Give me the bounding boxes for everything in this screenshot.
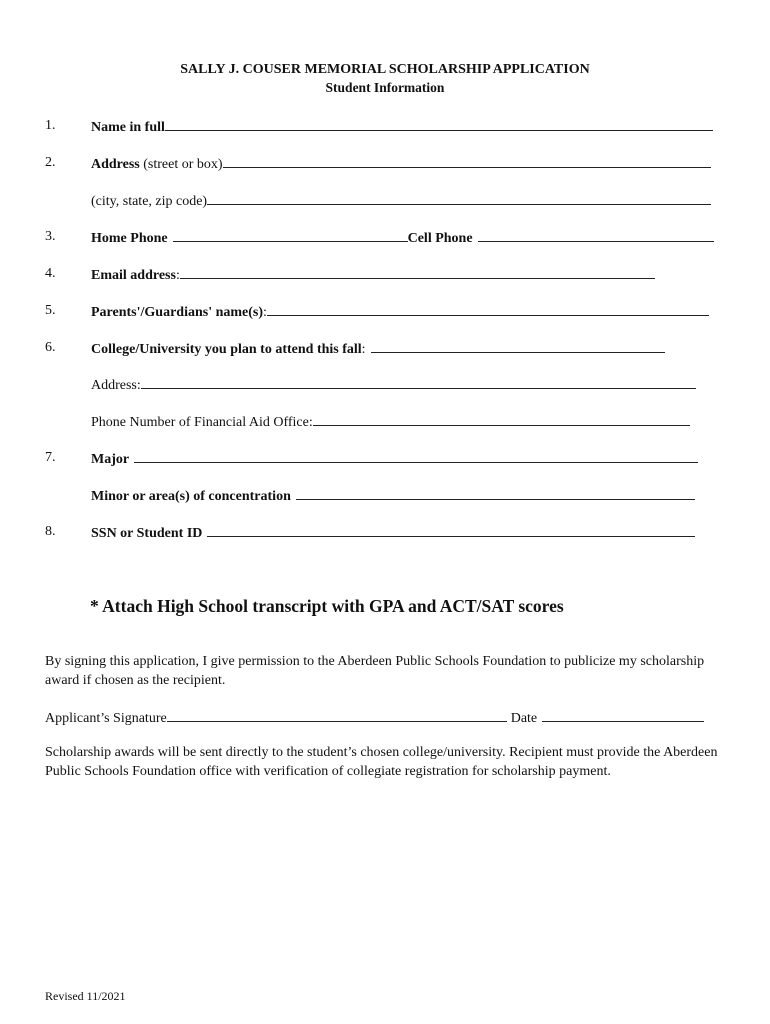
payment-paragraph: Scholarship awards will be sent directly to the student’s chosen college/university. Recipient must provide the Aberdeen Public Schools Foundation office with verification of collegiate registration for scholarship payment.: [45, 745, 718, 779]
address-hint: (street or box): [139, 157, 223, 172]
college-address-label: Address:: [91, 378, 141, 393]
parents-input-line[interactable]: [267, 302, 709, 316]
email-label: Email address: [91, 268, 176, 283]
email-input-line[interactable]: [180, 265, 655, 279]
city-input-line[interactable]: [207, 191, 711, 205]
major-label: Major: [91, 452, 130, 467]
college-colon: :: [361, 342, 366, 357]
revision-note: Revised 11/2021: [45, 989, 126, 1003]
college-address-input-line[interactable]: [141, 375, 696, 389]
item-number: 2.: [45, 155, 56, 170]
form-title: SALLY J. COUSER MEMORIAL SCHOLARSHIP APPLICATION: [180, 62, 590, 77]
email-colon: :: [175, 268, 180, 283]
parents-label: Parents'/Guardians' name(s): [91, 305, 264, 320]
date-input-line[interactable]: [542, 708, 704, 722]
item-number: 4.: [45, 266, 56, 281]
date-label: Date: [510, 711, 538, 726]
item-number: 3.: [45, 229, 56, 244]
home-phone-input-line[interactable]: [173, 228, 408, 242]
minor-input-line[interactable]: [296, 486, 695, 500]
item-number: 7.: [45, 450, 56, 465]
item-number: 5.: [45, 303, 56, 318]
college-label: College/University you plan to attend this fall: [91, 342, 362, 357]
home-phone-label: Home Phone: [91, 231, 168, 246]
attach-transcript-note: * Attach High School transcript with GPA and ACT/SAT scores: [90, 596, 564, 616]
item-number: 8.: [45, 524, 56, 539]
name-input-line[interactable]: [165, 117, 713, 131]
signature-input-line[interactable]: [167, 708, 507, 722]
ssn-label: SSN or Student ID: [91, 526, 203, 541]
college-input-line[interactable]: [371, 339, 665, 353]
minor-label: Minor or area(s) of concentration: [91, 489, 291, 504]
cell-phone-label: Cell Phone: [407, 231, 473, 246]
address-input-line[interactable]: [223, 154, 711, 168]
address-label: Address: [91, 157, 140, 172]
major-input-line[interactable]: [134, 449, 698, 463]
cell-phone-input-line[interactable]: [478, 228, 714, 242]
ssn-input-line[interactable]: [207, 523, 695, 537]
form-subtitle: Student Information: [325, 80, 445, 95]
permission-paragraph: By signing this application, I give permission to the Aberdeen Public Schools Foundation to publicize my scholarship award if chosen as the recipient.: [45, 654, 705, 688]
signature-label: Applicant’s Signature: [45, 711, 167, 726]
item-number: 1.: [45, 118, 56, 133]
parents-colon: :: [263, 305, 267, 320]
item-number: 6.: [45, 340, 56, 355]
name-label: Name in full: [91, 120, 165, 135]
city-label: (city, state, zip code): [91, 194, 208, 209]
aid-phone-label: Phone Number of Financial Aid Office:: [91, 415, 313, 430]
aid-phone-input-line[interactable]: [313, 412, 690, 426]
